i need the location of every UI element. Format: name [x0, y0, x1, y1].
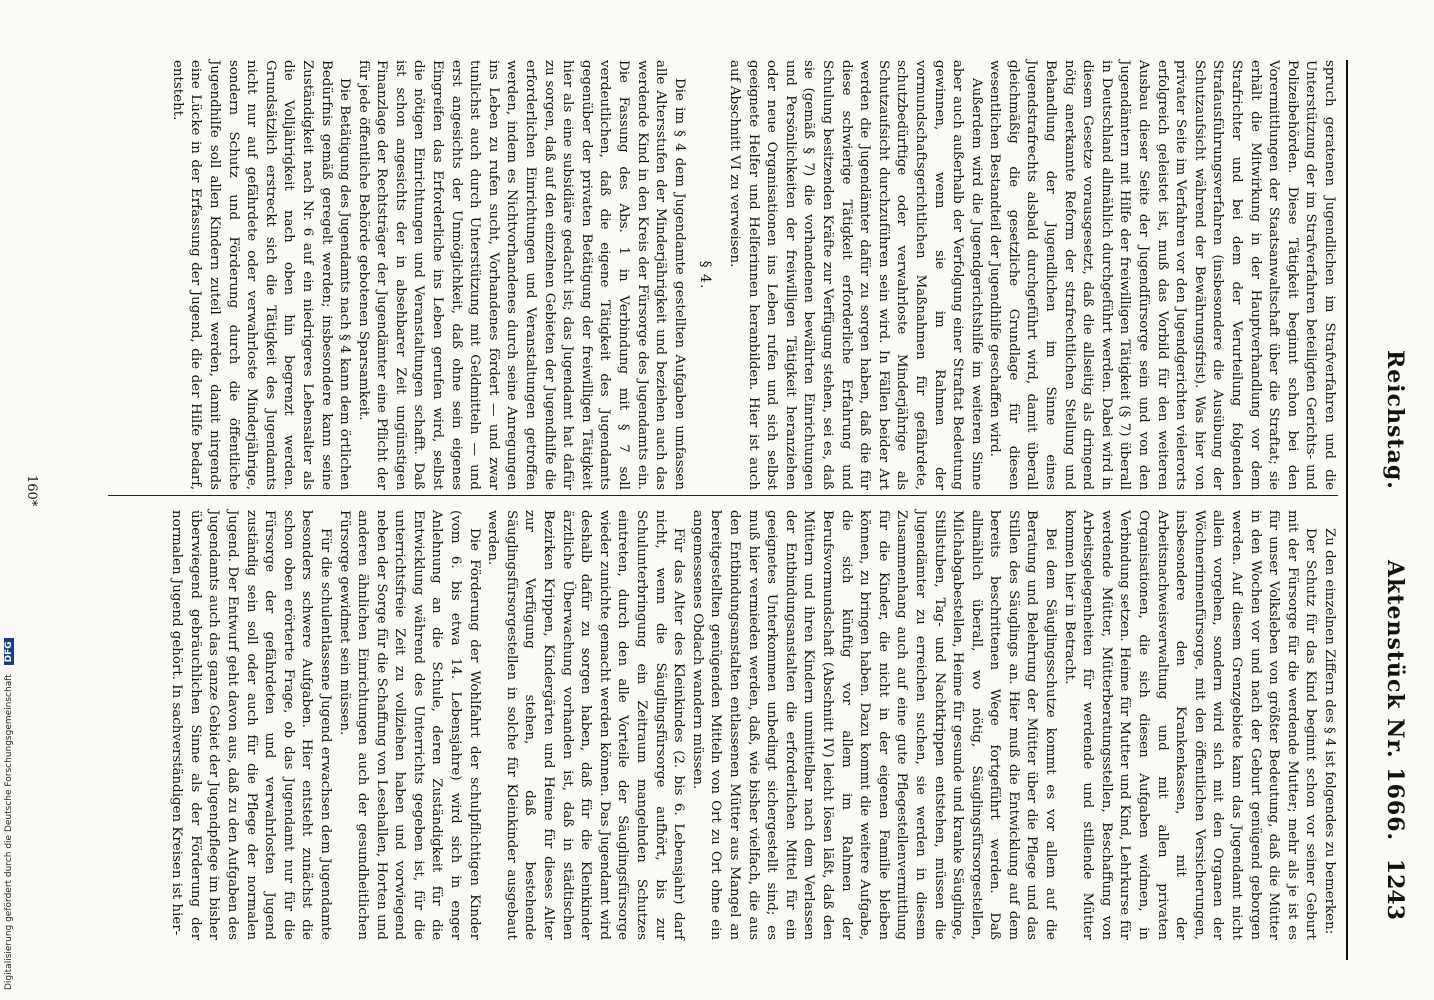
left-paragraph: Außerdem wird die Jugendgerichtshilfe im weiteren Sinne aber auch außerhalb der Verfolgung einer Straftat Bedeutung gewinnen, wenn sie im Rahmen der vormundschaftsgerichtlichen Maßnahmen für gefährdete, schutzbedürftige oder verwahrloste Minderjährige als Schutzaufsicht durchzuführen sein wird. In Fällen beider Art werden die Jugendämter dafür zu sorgen haben, daß die für diese schwierige Tätigkeit erforderliche Erfahrung und Schulung besitzenden Kräfte zur Verfügung stehen, sei es, daß sie (gemäß § 7) die vorhandenen bewährten Einrichtungen und Persönlichkeiten der freiwilligen Tätigkeit heranziehen oder neue Organisationen ins Leben rufen und sich selbst geeignete Helfer und Helferinnen heranbilden. Hier ist auch auf Abschnitt VI zu verweisen.: [727, 60, 984, 490]
footer-page-mark: 160*: [24, 475, 39, 507]
right-column: [167, 510, 1338, 940]
sidebar-credit: Digitalisierung gefördert durch die Deutsche Forschungsgemeinschaft: [4, 674, 14, 990]
section-heading: § 4.: [697, 260, 714, 290]
section-paragraph: Die im § 4 dem Jugendamte gestellten Aufgaben umfassen alle Altersstufen der Minderjährigkeit und beziehen auch das werdende Kind in den Kreis der Fürsorge des Jugendamts ein. Die Fassung des Abs. 1 in Verbindung mit § 7 soll verdeutlichen, daß die eigene Tätigkeit des Jugendamts gegenüber der privaten Betätigung der freiwilligen Tätigkeit hier als eine subsidiäre gedacht ist; das Jugendamt hat dafür zu sorgen, daß auf den einzelnen Gebieten der Jugendhilfe die erforderlichen Einrichtungen und Veranstaltungen getroffen werden, indem es Nichtvorhandenes durch seine Anregungen ins Leben zu rufen sucht, Vorhandenes fördert — und zwar tunlichst auch durch Unterstützung mit Geldmitteln — und erst angesichts der Unmöglichkeit, daß ohne sein eigenes Eingreifen das Erforderliche ins Leben gerufen wird, selbst die nötigen Einrichtungen und Veranstaltungen schafft. Daß ist schon angesichts der in absehbarer Zeit ungünstigen Finanzlage der Rechtsträger der Jugendämter eine Pflicht der für jede öffentliche Behörde gebotenen Sparsamkeit.: [355, 60, 687, 490]
left-column: [167, 60, 1338, 490]
right-paragraph: Für das Alter des Kleinkindes (2. bis 6. Lebensjahr) darf nicht, wenn die Säuglingsfürsorge aufhört, bis zur Schulunterbringung ein Zeitraum mangelnden Schutzes eintreten, durch den alle Vorteile der Säuglingsfürsorge wieder zunichte gemacht werden können. Das Jugendamt wird deshalb dafür zu sorgen haben, daß für die Kleinkinder ärztliche Überwachung vorhanden ist, daß in städtischen Bezirken Krippen, Kindergärten und Heime für dieses Alter zur Verfügung stehen, daß bestehende Säuglingsfürsorgestellen in solche für Kleinkinder ausgebaut werden.: [485, 510, 687, 940]
right-paragraph: Bei dem Säuglingsschutze kommt es vor allem auf die Beratung und Belehrung der Mütter über die Pflege und das Stillen des Säuglings an. Hier muß die Entwicklung auf dem bereits beschrittenen Wege fortgeführt werden. Daß allmählich überall, wo nötig, Säuglingsfürsorgestellen, Milchabgabestellen, Heime für gesunde und kranke Säuglinge, Stillstuben, Tag- und Nachtkrippen entstehen, müssen die Jugendämter zu erreichen suchen, sie werden in diesem Zusammenhang auch auf eine gute Pflegestellenvermittlung für die Kinder, die nicht in der eigenen Familie bleiben können, zu bringen haben. Dazu kommt die weitere Aufgabe, die sich künftig vor allem im Rahmen der Berufsvormundschaft (Abschnitt IV) leicht lösen läßt, daß den Müttern und ihren Kindern unmittelbar nach dem Verlassen der Entbindungsanstalten die erforderlichen Mittel für ein geeignetes Unterkommen unbedingt sichergestellt sind; es muß hier vermieden werden, daß, wie bisher vielfach, die aus den Entbindungsanstalten entlassenen Mütter aus Mangel an bereitgestellten genügenden Mitteln von Ort zu Ort ohne ein angemessenes Obdach wandern müssen.: [689, 510, 1059, 940]
dfg-logo-icon: DFG: [4, 638, 14, 665]
column-divider: [108, 495, 1338, 496]
section-paragraph: Die Betätigung des Jugendamts nach § 4 kann dem örtlichen Bedürfnis gemäß geregelt werden; insbesondere kann seine Zuständigkeit nach Nr. 6 auf ein niedrigeres Lebensalter als die Volljährigkeit nach oben hin begrenzt werden. Grundsätzlich erstreckt sich die Tätigkeit des Jugendamts nicht nur auf gefährdete oder verwahrloste Minderjährige, sondern Schutz und Förderung durch die öffentliche Jugendhilfe soll allen Kindern zuteil werden, damit nirgends eine Lücke in der Erfassung der Jugend, die der Hilfe bedarf, entsteht.: [169, 60, 353, 490]
page-header: [1364, 60, 1412, 940]
header-reichstag: Reichstag.: [1382, 350, 1408, 490]
right-paragraph: Die Förderung der Wohlfahrt der schulpflichtigen Kinder (vom 6. bis etwa 14. Lebensjahre) wird sich in enger Anlehnung an die Schule, deren Zuständigkeit für die Entwicklung während des Unterrichts gegeben ist, für die unterrichtsfreie Zeit zu vollziehen haben und vorwiegend neben der Sorge für die Schaffung von Lesehallen, Horten und anderen ähnlichen Einrichtungen auch der gesundheitlichen Fürsorge gewidmet sein müssen.: [336, 510, 482, 940]
sidebar-text: [4, 10, 14, 990]
header-page-number: 1243: [1382, 858, 1408, 920]
right-paragraph: Für die schulentlassene Jugend erwachsen dem Jugendamte besonders schwere Aufgaben. Hier entsteht zunächst die schon oben erörterte Frage, ob das Jugendamt nur für die Fürsorge der gefährdeten und verwahrlosten Jugend zuständig sein soll oder auch für die Pflege der normalen Jugend. Der Entwurf geht davon aus, daß zu den Aufgaben des Jugendamts auch das ganze Gebiet der Jugendpflege im bisher überwiegend gebräuchlichen Sinne als der Förderung der normalen Jugend gehört. In sachverständigen Kreisen ist hier-: [169, 510, 333, 940]
header-rule: [1346, 60, 1348, 960]
header-aktenstueck: Aktenstück Nr. 1666.: [1382, 560, 1408, 842]
right-paragraph: Der Schutz für das Kind beginnt schon vor seiner Geburt mit der Fürsorge für die werdende Mutter; mehr als je ist es für unser Volksleben von größter Bedeutung, daß die Mütter in den Wochen vor und nach der Geburt genügend geborgen werden. Auf diesem Grenzgebiete kann das Jugendamt nicht allein vorgehen, sondern wird sich mit den Organen der Wöchnerinnenfürsorge, mit den öffentlichen Versicherungen, insbesondere den Krankenkassen, mit der Arbeitsnachweisverwaltung und mit allen privaten Organisationen, die sich diesen Aufgaben widmen, in Verbindung setzen. Heime für Mutter und Kind, Lehrkurse für werdende Mütter, Mütterberatungsstellen, Beschaffung von Arbeitsgelegenheiten für werdende und stillende Mütter kommen hier in Betracht.: [1061, 510, 1319, 940]
right-paragraph: Zu den einzelnen Ziffern des § 4 ist folgendes zu bemerken:: [1322, 528, 1337, 935]
digitization-sidebar: [4, 0, 20, 1000]
left-paragraph: spruch geratenen Jugendlichen im Strafverfahren und die Unterstützung der im Strafverfahren beteiligten Gerichts- und Polizeibehörden. Diese Tätigkeit beginnt schon bei den Vorermittlungen der Staatsanwaltschaft über die Straftat; sie erhält die Mitwirkung in der Hauptverhandlung vor dem Strafrichter und bei dem der Verurteilung folgenden Strafausführungsverfahren (insbesondere die Ausübung der Schutzaufsicht während der Bewährungsfrist). Was hier von privater Seite im Verfahren vor den Jugendgerichten vielerorts erfolgreich geleistet ist, muß das Vorbild für den weiteren Ausbau dieser Seite der Jugendfürsorge sein und von den Jugendämtern mit Hilfe der freiwilligen Tätigkeit (§ 7) überall in Deutschland allmählich durchgeführt werden. Dabei wird in diesem Gesetze vorausgesetzt, daß die allseitig als dringend nötig anerkannte Reform der strafrechtlichen Stellung und Behandlung der Jugendlichen im Sinne eines Jugendstrafrechts alsbald durchgeführt wird, damit überall gleichmäßig die gesetzliche Grundlage für diesen wesentlichen Bestandteil der Jugendhilfe geschaffen wird.: [987, 60, 1337, 490]
